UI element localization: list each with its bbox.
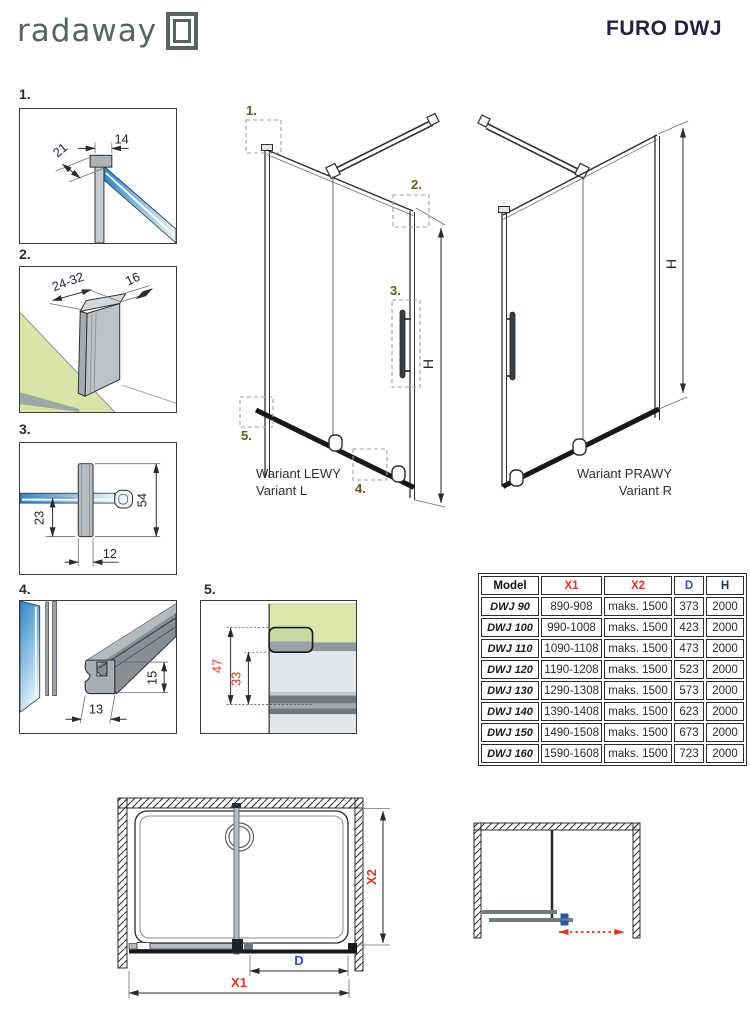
size-table [478, 573, 747, 766]
detail-1-dim-width: 14 [114, 131, 129, 147]
detail-4-drawing [20, 601, 176, 733]
d-cell: 423 [674, 618, 704, 637]
table-row [481, 723, 744, 742]
caption-left-en: Variant L [256, 483, 308, 498]
col-model: Model [481, 576, 539, 595]
x2-cell: maks. 1500 [604, 723, 672, 742]
detail-3-dim-height: 54 [134, 493, 150, 508]
model-cell: DWJ 90 [481, 597, 539, 616]
x2-cell: maks. 1500 [604, 681, 672, 700]
elevation-right-height-label: H [663, 258, 679, 270]
table-row [481, 681, 744, 700]
col-h: H [706, 576, 744, 595]
detail-1-figure [19, 108, 177, 244]
col-x1: X1 [541, 576, 602, 595]
h-cell: 2000 [706, 702, 744, 721]
plan-dim-d: D [294, 953, 304, 968]
detail-1-drawing [20, 109, 176, 243]
handle-marker [561, 921, 569, 926]
callout-5: 5. [241, 428, 252, 443]
d-cell: 723 [674, 744, 704, 763]
radaway-logo [17, 12, 198, 50]
x2-cell: maks. 1500 [604, 639, 672, 658]
plan-dim-x1: X1 [231, 975, 247, 990]
detail-2-dim-range: 24-32 [49, 268, 86, 295]
detail-5-drawing [201, 601, 356, 733]
table-row [481, 660, 744, 679]
detail-4-label: 4. [19, 581, 31, 597]
detail-2-dim-depth: 16 [122, 268, 143, 289]
elevation-variant-left [235, 88, 470, 545]
detail-4-dim-height: 15 [144, 670, 160, 685]
model-cell: DWJ 140 [481, 702, 539, 721]
x1-cell: 1390-1408 [541, 702, 602, 721]
h-cell: 2000 [706, 639, 744, 658]
model-cell: DWJ 150 [481, 723, 539, 742]
callout-3: 3. [390, 283, 401, 298]
caption-right-en: Variant R [618, 483, 672, 498]
x1-cell: 990-1008 [541, 618, 602, 637]
x1-cell: 1590-1608 [541, 744, 602, 763]
x1-cell: 890-908 [541, 597, 602, 616]
detail-5-label: 5. [204, 581, 216, 597]
h-cell: 2000 [706, 597, 744, 616]
table-row [481, 744, 744, 763]
table-row [481, 618, 744, 637]
d-cell: 523 [674, 660, 704, 679]
table-row [481, 639, 744, 658]
x2-cell: maks. 1500 [604, 702, 672, 721]
x2-cell: maks. 1500 [604, 660, 672, 679]
model-cell: DWJ 100 [481, 618, 539, 637]
model-cell: DWJ 160 [481, 744, 539, 763]
detail-3-drawing [20, 443, 176, 574]
x1-cell: 1490-1508 [541, 723, 602, 742]
d-cell: 473 [674, 639, 704, 658]
detail-5-figure [200, 600, 357, 734]
detail-1-label: 1. [19, 86, 31, 102]
detail-4-dim-width: 13 [88, 701, 104, 717]
detail-3-label: 3. [19, 421, 31, 437]
d-cell: 623 [674, 702, 704, 721]
handle-marker [561, 914, 569, 919]
callout-4: 4. [355, 481, 366, 496]
x2-cell: maks. 1500 [604, 618, 672, 637]
x2-cell: maks. 1500 [604, 744, 672, 763]
detail-5-dim-total: 47 [209, 658, 225, 674]
detail-1-dim-depth: 21 [49, 139, 71, 161]
detail-2-figure [19, 266, 177, 413]
x2-cell: maks. 1500 [604, 597, 672, 616]
col-d: D [674, 576, 704, 595]
table-row [481, 702, 744, 721]
radaway-logo-text: radaway [17, 12, 158, 49]
plan-view-sliding-schematic [465, 815, 650, 945]
x1-cell: 1090-1108 [541, 639, 602, 658]
elevation-left-height-label: H [420, 358, 436, 370]
plan-dim-x2: X2 [364, 869, 379, 885]
detail-3-dim-offset: 23 [31, 510, 47, 525]
x1-cell: 1190-1208 [541, 660, 602, 679]
plan-view-dimensions [110, 795, 420, 1005]
model-cell: DWJ 130 [481, 681, 539, 700]
h-cell: 2000 [706, 723, 744, 742]
table-header-row [481, 576, 744, 595]
detail-3-dim-width: 12 [102, 546, 117, 562]
page-title: FURO DWJ [606, 17, 722, 40]
h-cell: 2000 [706, 744, 744, 763]
detail-4-figure [19, 600, 177, 734]
h-cell: 2000 [706, 660, 744, 679]
elevation-variant-right [470, 88, 715, 545]
detail-2-drawing [20, 267, 176, 412]
d-cell: 673 [674, 723, 704, 742]
d-cell: 573 [674, 681, 704, 700]
x1-cell: 1290-1308 [541, 681, 602, 700]
caption-left-pl: Wariant LEWY [256, 466, 341, 481]
detail-5-dim-inner: 33 [228, 671, 244, 686]
detail-3-figure [19, 442, 177, 575]
table-row [481, 597, 744, 616]
d-cell: 373 [674, 597, 704, 616]
model-cell: DWJ 110 [481, 639, 539, 658]
model-cell: DWJ 120 [481, 660, 539, 679]
caption-right-pl: Wariant PRAWY [576, 466, 672, 481]
callout-2: 2. [411, 177, 422, 192]
radaway-logo-mark-icon [166, 12, 198, 50]
col-x2: X2 [604, 576, 672, 595]
h-cell: 2000 [706, 618, 744, 637]
callout-1: 1. [246, 103, 257, 118]
detail-2-label: 2. [19, 246, 31, 262]
h-cell: 2000 [706, 681, 744, 700]
